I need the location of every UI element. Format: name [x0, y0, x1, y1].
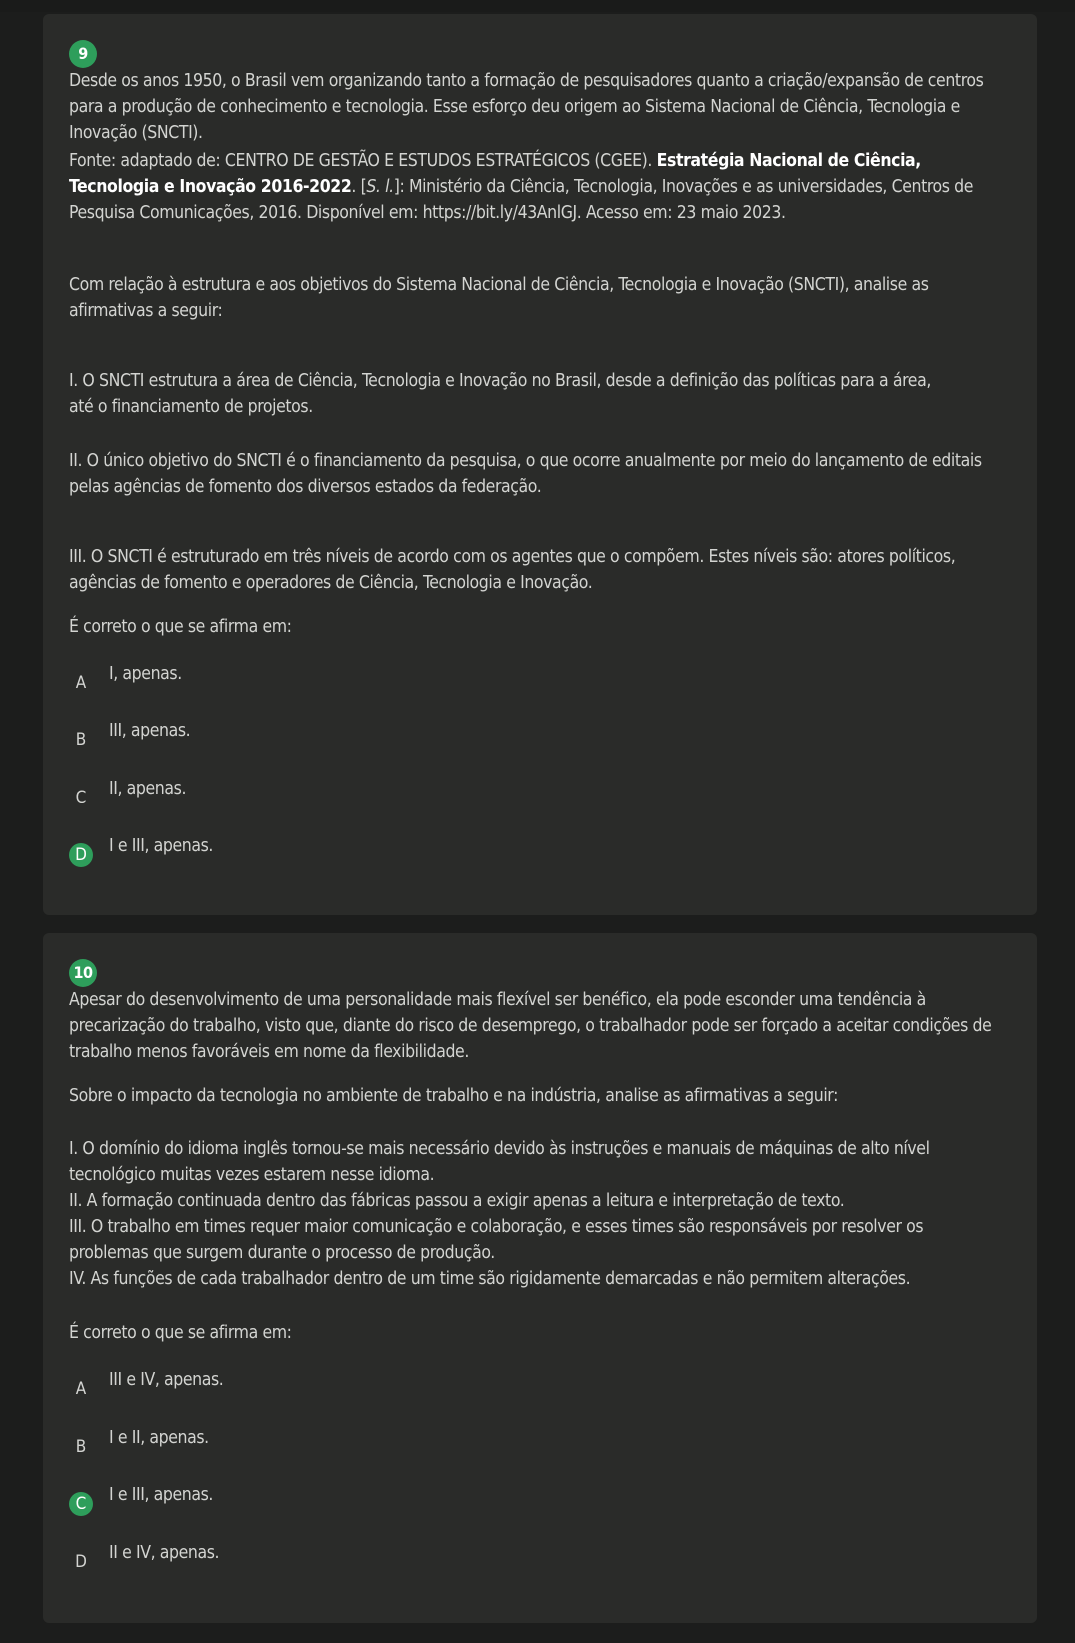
question-number-badge: 9 [69, 40, 97, 68]
statement-4: IV. As funções de cada trabalhador dentro de um time são rigidamente demarcadas e não permitem alterações. [69, 1269, 911, 1289]
question-ask: É correto o que se afirma em: [69, 617, 292, 637]
source-title: Estratégia Nacional de Ciência, Tecnologia e Inovação 2016-2022 [69, 151, 921, 197]
option-text: I e II, apenas. [109, 1428, 209, 1448]
selected-option-marker: C [69, 1492, 93, 1516]
statement-1: I. O SNCTI estrutura a área de Ciência, Tecnologia e Inovação no Brasil, desde a definição das políticas para a área, até o financiamento de projetos. [69, 371, 931, 417]
statement-list [69, 1136, 989, 1292]
statement-3: III. O trabalho em times requer maior comunicação e colaboração, e esses times são responsáveis por resolver os problemas que surgem durante o processo de produção. [69, 1217, 924, 1263]
option-b[interactable] [69, 1429, 969, 1459]
question-card-10 [43, 933, 1037, 1623]
question-prompt: Com relação à estrutura e aos objetivos do Sistema Nacional de Ciência, Tecnologia e Inovação (SNCTI), analise as afirmativas a seguir: [69, 275, 929, 321]
question-intro: Desde os anos 1950, o Brasil vem organizando tanto a formação de pesquisadores quanto a criação/expansão de centros para a produção de conhecimento e tecnologia. Esse esforço deu origem ao Sistema Nacional de Ciência, Tecnologia e Inovação (SNCTI). [69, 71, 984, 143]
option-letter: A [75, 1379, 87, 1399]
question-number-badge: 10 [69, 959, 97, 987]
option-text: II e IV, apenas. [109, 1543, 220, 1563]
option-letter: D [75, 1552, 87, 1572]
option-text: I e III, apenas. [109, 1485, 214, 1505]
question-prompt: Sobre o impacto da tecnologia no ambiente de trabalho e na indústria, analise as afirmativas a seguir: [69, 1086, 838, 1106]
option-d[interactable] [69, 837, 969, 867]
question-card-9 [43, 14, 1037, 915]
option-text: I e III, apenas. [109, 836, 214, 856]
option-text: II, apenas. [109, 779, 187, 799]
top-bar [0, 0, 1075, 12]
statement-1: I. O domínio do idioma inglês tornou-se mais necessário devido às instruções e manuais de máquinas de alto nível tecnológico muitas vezes estarem nesse idioma. [69, 1139, 930, 1185]
statement-3: III. O SNCTI é estruturado em três níveis de acordo com os agentes que o compõem. Estes níveis são: atores políticos, agências de fomento e operadores de Ciência, Tecnologia e Inovação. [69, 547, 956, 593]
option-letter: C [75, 788, 87, 808]
option-text: III, apenas. [109, 721, 191, 741]
statement-2: II. O único objetivo do SNCTI é o financiamento da pesquisa, o que ocorre anualmente por meio do lançamento de editais pelas agências de fomento dos diversos estados da federação. [69, 451, 982, 497]
option-text: III e IV, apenas. [109, 1370, 224, 1390]
option-b[interactable] [69, 722, 969, 752]
option-d[interactable] [69, 1544, 969, 1574]
option-a[interactable] [69, 1371, 969, 1401]
question-source: Fonte: adaptado de: CENTRO DE GESTÃO E ESTUDOS ESTRATÉGICOS (CGEE). Estratégia Nacional de Ciência, Tecnologia e Inovação 2016-2022. [S. l.]: Ministério da Ciência, Tecnologia, Inovações e as universidades, Centros de Pesquisa Comunicações, 2016. Disponível em: https://bit.ly/43AnlGJ. Acesso em: 23 maio 2023. [69, 151, 974, 223]
option-text: I, apenas. [109, 664, 182, 684]
option-a[interactable] [69, 665, 969, 695]
question-intro: Apesar do desenvolvimento de uma personalidade mais flexível ser benéfico, ela pode esconder uma tendência à precarização do trabalho, visto que, diante do risco de desemprego, o trabalhador pode ser forçado a aceitar condições de trabalho menos favoráveis em nome da flexibilidade. [69, 990, 992, 1062]
statement-2: II. A formação continuada dentro das fábricas passou a exigir apenas a leitura e interpretação de texto. [69, 1191, 845, 1211]
selected-option-marker: D [69, 843, 93, 867]
question-ask: É correto o que se afirma em: [69, 1323, 292, 1343]
option-c[interactable] [69, 1486, 969, 1516]
option-letter: A [75, 673, 87, 693]
option-letter: B [75, 1437, 87, 1457]
option-c[interactable] [69, 780, 969, 810]
option-letter: B [75, 730, 87, 750]
